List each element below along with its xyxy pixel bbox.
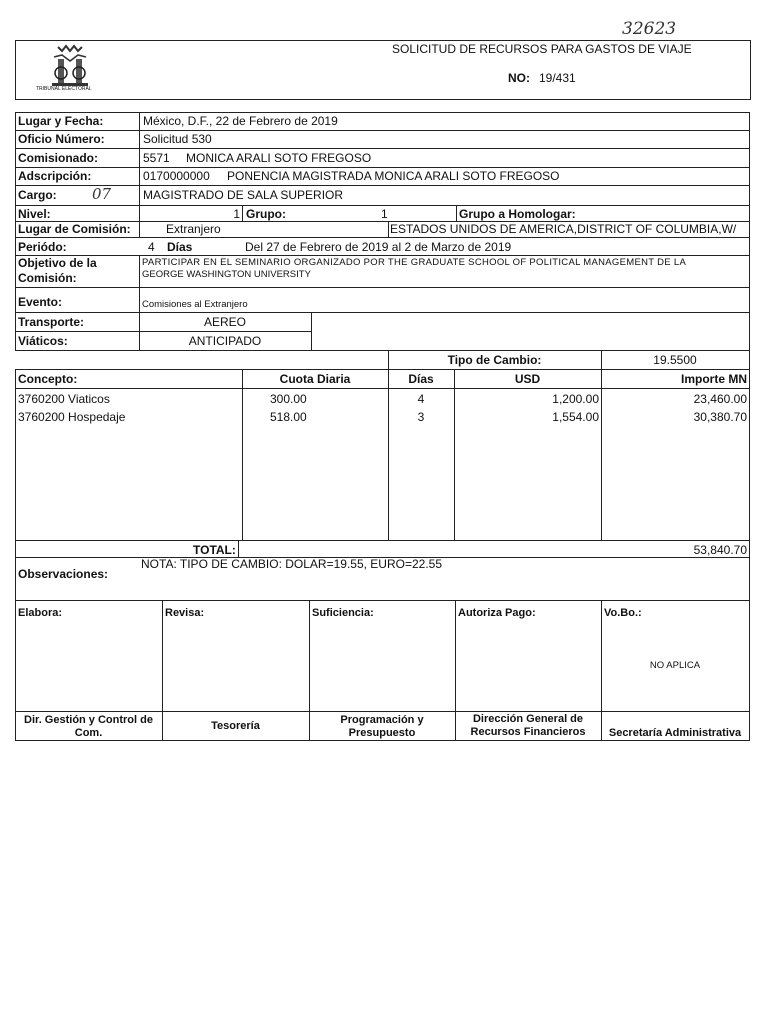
oficio-label: Oficio Número: — [18, 132, 105, 146]
vobo-no-aplica: NO APLICA — [649, 660, 701, 671]
row-importe: 23,460.00 — [693, 392, 747, 406]
objetivo-label-1: Objetivo de la — [18, 256, 97, 270]
evento-label: Evento: — [18, 295, 63, 309]
nivel-value: 1 — [233, 207, 240, 221]
row-concepto: 3760200 Viaticos — [18, 392, 110, 406]
adscripcion-value: PONENCIA MAGISTRADA MONICA ARALI SOTO FREGOSO — [227, 169, 560, 183]
viaticos-label: Viáticos: — [18, 334, 68, 348]
adscripcion-number: 0170000000 — [143, 169, 210, 183]
sig-revisa-label: Revisa: — [165, 607, 205, 619]
col-header-usd: USD — [514, 372, 541, 386]
sig-autoriza-label: Autoriza Pago: — [458, 607, 536, 619]
lugar-comision-value: Extranjero — [166, 222, 221, 236]
footer-tesoreria: Tesorería — [211, 720, 260, 732]
objetivo-value-2: GEORGE WASHINGTON UNIVERSITY — [142, 269, 311, 280]
total-value: 53,840.70 — [693, 543, 747, 557]
col-header-importe: Importe MN — [681, 372, 747, 386]
row-importe: 30,380.70 — [693, 410, 747, 424]
sig-suficiencia-label: Suficiencia: — [312, 607, 374, 619]
adscripcion-label: Adscripción: — [18, 169, 92, 183]
no-value: 19/431 — [539, 71, 576, 85]
header-box — [15, 40, 751, 100]
transporte-value: AEREO — [203, 315, 246, 329]
cargo-handwritten: 07 — [92, 185, 112, 203]
footer-dir-gestion-1: Dir. Gestión y Control de — [24, 714, 153, 726]
footer-dir-gestion-2: Com. — [74, 727, 103, 739]
objetivo-value-1: PARTICIPAR EN EL SEMINARIO ORGANIZADO POR THE GRADUATE SCHOOL OF POLITICAL MANAGEMENT DE LA — [142, 257, 687, 268]
total-label: TOTAL: — [193, 543, 236, 557]
cargo-value: MAGISTRADO DE SALA SUPERIOR — [143, 188, 344, 202]
col-header-cuota: Cuota Diaria — [279, 372, 351, 386]
observaciones-label: Observaciones: — [18, 567, 109, 581]
footer-direccion-1: Dirección General de — [472, 713, 584, 725]
row-cuota: 300.00 — [270, 392, 307, 406]
row-dias: 3 — [417, 410, 425, 424]
comisionado-label: Comisionado: — [18, 151, 98, 165]
grupo-value: 1 — [381, 207, 388, 221]
no-label: NO: — [508, 71, 530, 85]
comisionado-number: 5571 — [143, 151, 170, 165]
sig-vobo-label: Vo.Bo.: — [604, 607, 642, 619]
tipo-cambio-label: Tipo de Cambio: — [447, 353, 542, 367]
col-header-concepto: Concepto: — [18, 372, 78, 386]
footer-programacion-2: Presupuesto — [348, 727, 416, 739]
periodo-value: Del 27 de Febrero de 2019 al 2 de Marzo de 2019 — [245, 240, 512, 254]
handwritten-document-number: 32623 — [622, 19, 677, 39]
tipo-cambio-value: 19.5500 — [653, 353, 697, 367]
row-concepto: 3760200 Hospedaje — [18, 410, 126, 424]
periodo-dias-label: Días — [167, 240, 193, 254]
observaciones-nota: NOTA: TIPO DE CAMBIO: DOLAR=19.55, EURO=22.55 — [141, 557, 442, 571]
row-usd: 1,554.00 — [552, 410, 599, 424]
periodo-dias-number: 4 — [148, 240, 155, 254]
evento-value: Comisiones al Extranjero — [142, 299, 248, 310]
homologar-label: Grupo a Homologar: — [459, 207, 576, 221]
footer-secretaria: Secretaría Administrativa — [608, 727, 742, 739]
periodo-label: Periódo: — [18, 240, 67, 254]
row-usd: 1,200.00 — [552, 392, 599, 406]
oficio-value: Solicitud 530 — [143, 132, 212, 146]
lugar-fecha-label: Lugar y Fecha: — [18, 114, 104, 128]
comisionado-name: MONICA ARALI SOTO FREGOSO — [186, 151, 372, 165]
nivel-label: Nivel: — [18, 207, 51, 221]
row-dias: 4 — [417, 392, 425, 406]
cargo-label: Cargo: — [18, 188, 57, 202]
sig-elabora-label: Elabora: — [18, 607, 63, 619]
footer-programacion-1: Programación y — [340, 714, 424, 726]
row-cuota: 518.00 — [270, 410, 307, 424]
lugar-fecha-value: México, D.F., 22 de Febrero de 2019 — [143, 114, 338, 128]
lugar-comision-label: Lugar de Comisión: — [18, 222, 131, 236]
grupo-label: Grupo: — [246, 207, 286, 221]
logo-text: TRIBUNAL ELECTORAL — [36, 86, 92, 92]
lugar-comision-destination: ESTADOS UNIDOS DE AMERICA,DISTRICT OF COLUMBIA,W/ — [390, 222, 737, 236]
form-title: SOLICITUD DE RECURSOS PARA GASTOS DE VIAJE — [392, 42, 692, 56]
footer-direccion-2: Recursos Financieros — [470, 726, 586, 738]
transporte-label: Transporte: — [18, 315, 85, 329]
viaticos-value: ANTICIPADO — [188, 334, 262, 348]
col-header-dias: Días — [408, 372, 434, 386]
objetivo-label-2: Comisión: — [18, 271, 77, 285]
